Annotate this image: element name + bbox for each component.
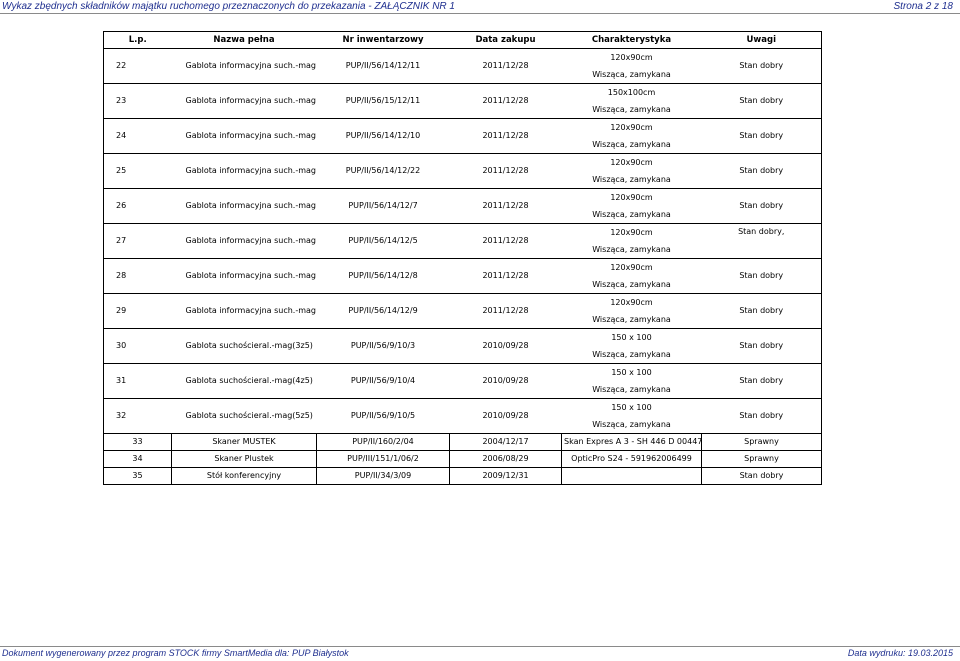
page-number: Strona 2 z 18 <box>893 1 953 12</box>
table-header-row <box>104 32 822 49</box>
cell-purchase-date: 2011/12/28 <box>450 294 562 329</box>
cell-purchase-date: 2011/12/28 <box>450 49 562 84</box>
cell-name: Skaner MUSTEK <box>172 434 317 451</box>
characteristics-size: 120x90cm <box>610 263 653 272</box>
cell-inventory-number: PUP/II/56/14/12/22 <box>317 154 450 189</box>
cell-name: Gablota suchościeral.-mag(4z5) <box>172 364 317 399</box>
cell-notes: Stan dobry <box>702 399 822 434</box>
cell-characteristics <box>562 189 702 224</box>
cell-name: Gablota suchościeral.-mag(3z5) <box>172 329 317 364</box>
column-header-characteristics: Charakterystyka <box>562 32 702 49</box>
cell-notes: Sprawny <box>702 434 822 451</box>
cell-notes: Stan dobry <box>702 294 822 329</box>
characteristics-type: Wisząca, zamykana <box>592 315 671 324</box>
cell-purchase-date: 2010/09/28 <box>450 364 562 399</box>
cell-purchase-date: 2011/12/28 <box>450 189 562 224</box>
column-header-name: Nazwa pełna <box>172 32 317 49</box>
cell-inventory-number: PUP/II/34/3/09 <box>317 468 450 485</box>
cell-name: Gablota informacyjna such.-mag <box>172 294 317 329</box>
cell-inventory-number: PUP/II/56/15/12/11 <box>317 84 450 119</box>
characteristics-size: 120x90cm <box>610 298 653 307</box>
characteristics-type: Wisząca, zamykana <box>592 280 671 289</box>
cell-inventory-number: PUP/II/56/14/12/5 <box>317 224 450 259</box>
cell-purchase-date: 2011/12/28 <box>450 119 562 154</box>
characteristics-size: 120x90cm <box>610 228 653 237</box>
cell-purchase-date: 2010/09/28 <box>450 329 562 364</box>
cell-notes: Sprawny <box>702 451 822 468</box>
cell-purchase-date: 2011/12/28 <box>450 84 562 119</box>
cell-inventory-number: PUP/II/56/14/12/8 <box>317 259 450 294</box>
column-header-lp: L.p. <box>104 32 172 49</box>
cell-characteristics: Skan Expres A 3 - SH 446 D 00447 <box>562 434 702 451</box>
cell-name: Gablota suchościeral.-mag(5z5) <box>172 399 317 434</box>
cell-name: Gablota informacyjna such.-mag <box>172 119 317 154</box>
table-row <box>104 434 822 451</box>
cell-characteristics <box>562 364 702 399</box>
cell-characteristics <box>562 468 702 485</box>
cell-inventory-number: PUP/II/56/14/12/10 <box>317 119 450 154</box>
cell-name: Gablota informacyjna such.-mag <box>172 259 317 294</box>
cell-notes: Stan dobry <box>702 468 822 485</box>
characteristics-type: Wisząca, zamykana <box>592 140 671 149</box>
characteristics-size: 150x100cm <box>607 88 656 97</box>
cell-notes: Stan dobry <box>702 84 822 119</box>
document-title: Wykaz zbędnych składników majątku ruchomego przeznaczonych do przekazania - ZAŁĄCZNIK NR 1 <box>2 1 455 12</box>
cell-notes: Stan dobry <box>702 119 822 154</box>
cell-name: Stół konferencyjny <box>172 468 317 485</box>
inventory-table <box>103 31 822 485</box>
cell-lp: 32 <box>104 399 172 434</box>
cell-characteristics <box>562 259 702 294</box>
cell-notes: Stan dobry <box>702 329 822 364</box>
cell-lp: 26 <box>104 189 172 224</box>
characteristics-size: 150 x 100 <box>611 333 652 342</box>
characteristics-type: Wisząca, zamykana <box>592 245 671 254</box>
cell-inventory-number: PUP/II/56/14/12/7 <box>317 189 450 224</box>
cell-lp: 30 <box>104 329 172 364</box>
cell-purchase-date: 2011/12/28 <box>450 259 562 294</box>
cell-inventory-number: PUP/II/56/9/10/4 <box>317 364 450 399</box>
cell-lp: 28 <box>104 259 172 294</box>
table-body <box>104 49 822 485</box>
cell-lp: 25 <box>104 154 172 189</box>
cell-lp: 35 <box>104 468 172 485</box>
table-row <box>104 364 822 399</box>
cell-purchase-date: 2009/12/31 <box>450 468 562 485</box>
cell-lp: 34 <box>104 451 172 468</box>
cell-inventory-number: PUP/III/151/1/06/2 <box>317 451 450 468</box>
cell-name: Gablota informacyjna such.-mag <box>172 189 317 224</box>
footer-divider <box>0 646 960 647</box>
cell-characteristics <box>562 49 702 84</box>
cell-purchase-date: 2004/12/17 <box>450 434 562 451</box>
cell-purchase-date: 2006/08/29 <box>450 451 562 468</box>
characteristics-size: 120x90cm <box>610 158 653 167</box>
cell-characteristics <box>562 329 702 364</box>
table-row <box>104 224 822 259</box>
footer-print-date: Data wydruku: 19.03.2015 <box>847 648 953 658</box>
footer-generator-note: Dokument wygenerowany przez program STOCK firmy SmartMedia dla: PUP Białystok <box>2 648 349 658</box>
cell-characteristics <box>562 399 702 434</box>
cell-lp: 33 <box>104 434 172 451</box>
characteristics-type: Wisząca, zamykana <box>592 385 671 394</box>
cell-lp: 29 <box>104 294 172 329</box>
characteristics-type: Wisząca, zamykana <box>592 420 671 429</box>
cell-name: Skaner Plustek <box>172 451 317 468</box>
cell-notes: Stan dobry <box>702 364 822 399</box>
cell-lp: 31 <box>104 364 172 399</box>
cell-notes: Stan dobry <box>702 154 822 189</box>
characteristics-type: Wisząca, zamykana <box>592 70 671 79</box>
cell-notes: Stan dobry <box>702 49 822 84</box>
cell-characteristics <box>562 154 702 189</box>
table-row <box>104 259 822 294</box>
cell-characteristics <box>562 224 702 259</box>
characteristics-size: 120x90cm <box>610 123 653 132</box>
cell-lp: 27 <box>104 224 172 259</box>
cell-notes: Stan dobry, <box>702 224 822 259</box>
characteristics-type: Wisząca, zamykana <box>592 105 671 114</box>
table-row <box>104 399 822 434</box>
table-row <box>104 468 822 485</box>
cell-name: Gablota informacyjna such.-mag <box>172 224 317 259</box>
cell-name: Gablota informacyjna such.-mag <box>172 49 317 84</box>
cell-notes: Stan dobry <box>702 189 822 224</box>
cell-notes: Stan dobry <box>702 259 822 294</box>
cell-lp: 24 <box>104 119 172 154</box>
table-row <box>104 329 822 364</box>
table-row <box>104 119 822 154</box>
cell-purchase-date: 2010/09/28 <box>450 399 562 434</box>
table-row <box>104 451 822 468</box>
table-row <box>104 154 822 189</box>
characteristics-size: 150 x 100 <box>611 368 652 377</box>
cell-lp: 22 <box>104 49 172 84</box>
cell-lp: 23 <box>104 84 172 119</box>
cell-inventory-number: PUP/II/56/9/10/5 <box>317 399 450 434</box>
characteristics-size: 150 x 100 <box>611 403 652 412</box>
cell-characteristics <box>562 294 702 329</box>
table-row <box>104 294 822 329</box>
cell-inventory-number: PUP/II/56/14/12/9 <box>317 294 450 329</box>
table-row <box>104 49 822 84</box>
cell-purchase-date: 2011/12/28 <box>450 154 562 189</box>
cell-characteristics <box>562 119 702 154</box>
characteristics-type: Wisząca, zamykana <box>592 175 671 184</box>
table-row <box>104 189 822 224</box>
characteristics-size: 120x90cm <box>610 53 653 62</box>
cell-characteristics: OpticPro S24 - 591962006499 <box>562 451 702 468</box>
cell-name: Gablota informacyjna such.-mag <box>172 154 317 189</box>
column-header-notes: Uwagi <box>702 32 822 49</box>
cell-inventory-number: PUP/II/56/14/12/11 <box>317 49 450 84</box>
column-header-purchase-date: Data zakupu <box>450 32 562 49</box>
cell-inventory-number: PUP/II/56/9/10/3 <box>317 329 450 364</box>
characteristics-size: 120x90cm <box>610 193 653 202</box>
characteristics-type: Wisząca, zamykana <box>592 210 671 219</box>
cell-name: Gablota informacyjna such.-mag <box>172 84 317 119</box>
cell-inventory-number: PUP/II/160/2/04 <box>317 434 450 451</box>
cell-characteristics <box>562 84 702 119</box>
header-divider <box>0 13 960 14</box>
characteristics-type: Wisząca, zamykana <box>592 350 671 359</box>
column-header-inventory-number: Nr inwentarzowy <box>317 32 450 49</box>
table-row <box>104 84 822 119</box>
cell-purchase-date: 2011/12/28 <box>450 224 562 259</box>
